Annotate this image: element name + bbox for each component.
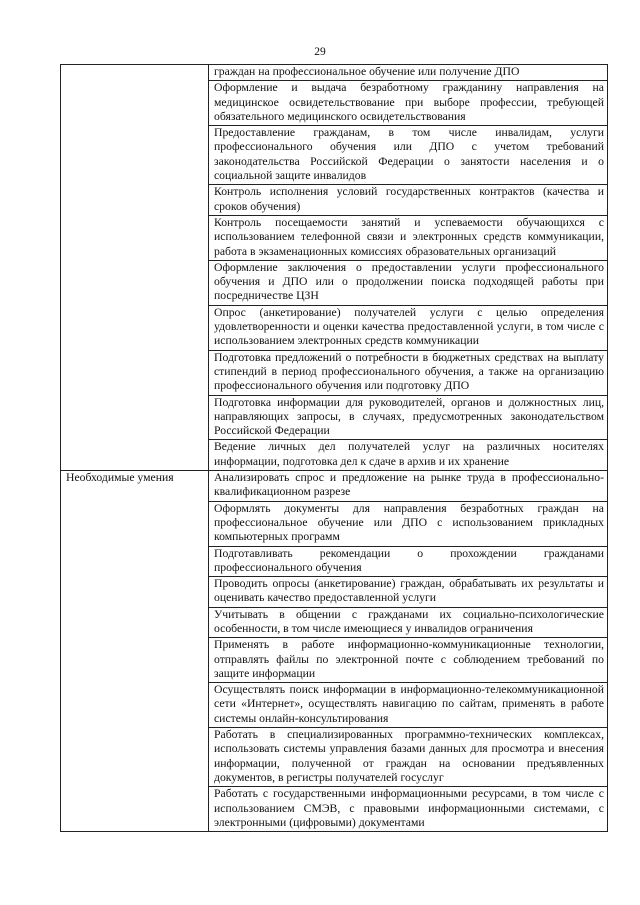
skill-item: Осуществлять поиск информации в информационно-телекоммуникационной сети «Интернет», осуществлять навигацию по сайтам, применять в работе системы онлайн-консультирования	[209, 683, 608, 728]
skill-item: Анализировать спрос и предложение на рынке труда в профессионально-квалификационном разрезе	[209, 471, 608, 502]
action-item: Контроль исполнения условий государственных контрактов (качества и сроков обучения)	[209, 185, 608, 216]
table-row	[61, 65, 608, 81]
action-item: Подготовка предложений о потребности в бюджетных средствах на выплату стипендий в период профессионального обучения, а также на организацию профессионального обучения или подготовку ДПО	[209, 350, 608, 395]
skill-item: Применять в работе информационно-коммуникационные технологии, отправлять файлы по электронной почте с соблюдением требований по защите информации	[209, 638, 608, 683]
action-item: Ведение личных дел получателей услуг на различных носителях информации, подготовка дел к сдаче в архив и их хранение	[209, 440, 608, 471]
skill-item: Проводить опросы (анкетирование) граждан, обрабатывать их результаты и оценивать качество предоставленной услуги	[209, 577, 608, 608]
table-row	[61, 471, 608, 502]
action-item: граждан на профессиональное обучение или получение ДПО	[209, 65, 608, 81]
skill-item: Подготавливать рекомендации о прохождении гражданами профессионального обучения	[209, 546, 608, 577]
skill-item: Работать с государственными информационными ресурсами, в том числе с использованием СМЭВ, с правовыми информационными системами, с электронными (цифровыми) документами	[209, 787, 608, 832]
actions-section-label	[61, 65, 209, 471]
action-item: Оформление и выдача безработному гражданину направления на медицинское освидетельствование при выборе профессии, требующей обязательного медицинского освидетельствования	[209, 81, 608, 126]
skill-item: Оформлять документы для направления безработных граждан на профессиональное обучение или ДПО с использованием прикладных компьютерных программ	[209, 501, 608, 546]
skills-section-label: Необходимые умения	[61, 471, 209, 832]
specification-table	[60, 64, 608, 832]
action-item: Контроль посещаемости занятий и успеваемости обучающихся с использованием телефонной связи и электронных средств коммуникации, работа в экзаменационных комиссиях образовательных организаций	[209, 215, 608, 260]
action-item: Подготовка информации для руководителей, органов и должностных лиц, направляющих запросы, в случаях, предусмотренных законодательством Российской Федерации	[209, 395, 608, 440]
page-number: 29	[314, 46, 326, 58]
skill-item: Учитывать в общении с гражданами их социально-психологические особенности, в том числе имеющиеся у инвалидов ограничения	[209, 607, 608, 638]
action-item: Предоставление гражданам, в том числе инвалидам, услуги профессионального обучения или ДПО с учетом требований законодательства Российской Федерации о занятости населения и о социальной защите инвалидов	[209, 126, 608, 185]
action-item: Оформление заключения о предоставлении услуги профессионального обучения и ДПО или о продолжении поиска подходящей работы при посредничестве ЦЗН	[209, 260, 608, 305]
action-item: Опрос (анкетирование) получателей услуги с целью определения удовлетворенности и оценки качества предоставленной услуги, в том числе с использованием электронных средств коммуникации	[209, 305, 608, 350]
skill-item: Работать в специализированных программно-технических комплексах, использовать системы управления базами данных для просмотра и внесения информации, полученной от граждан на основании предъявленных документов, в регистры получателей госуслуг	[209, 728, 608, 787]
